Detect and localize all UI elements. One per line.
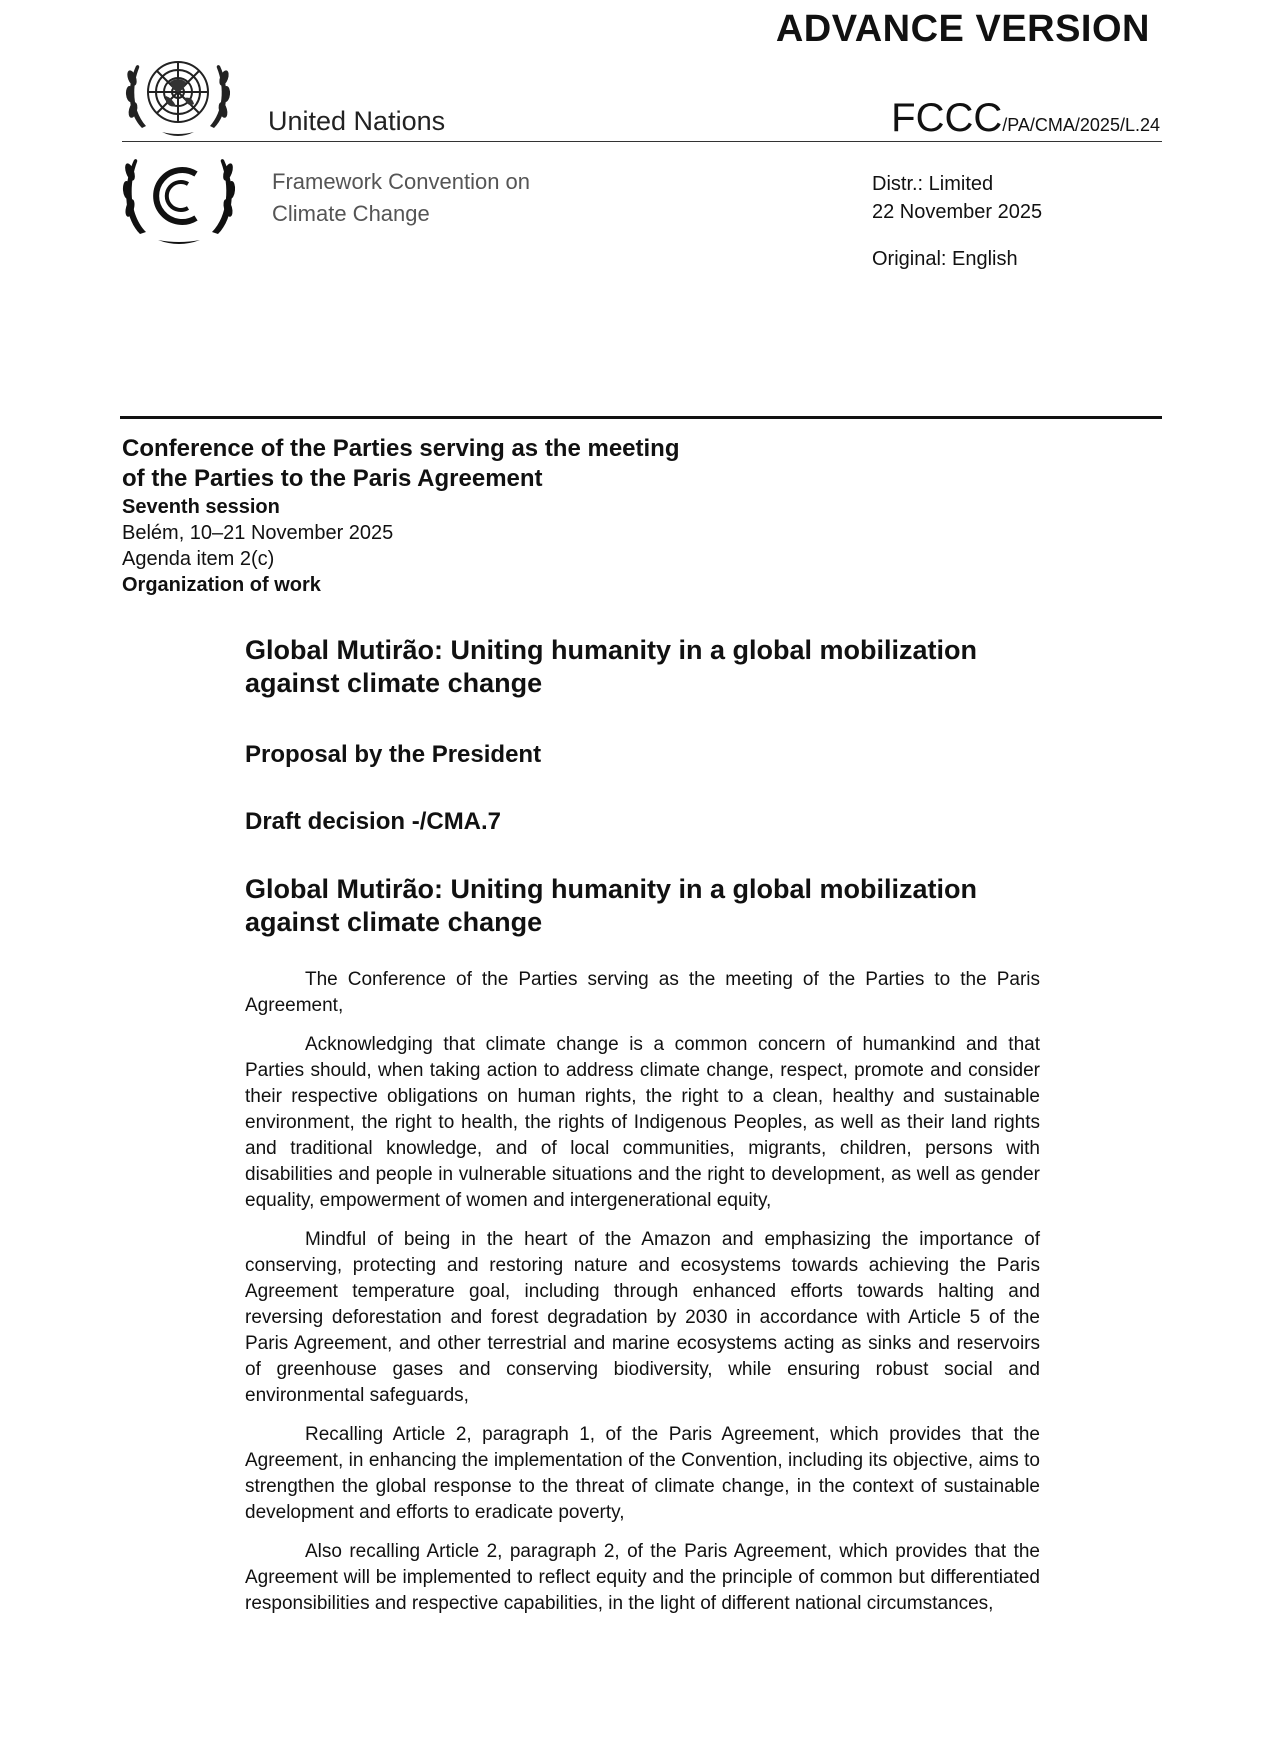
draft-decision-heading: Draft decision -/CMA.7 (245, 808, 502, 835)
document-title-line-2: against climate change (245, 668, 543, 698)
symbol-rest: /PA/CMA/2025/L.24 (1002, 115, 1160, 135)
agenda-item: Agenda item 2(c) (122, 548, 275, 570)
decision-title-line-1: Global Mutirão: Uniting humanity in a global mobilization (245, 874, 977, 904)
document-title (245, 634, 1065, 700)
paragraph-mindful: Mindful of being in the heart of the Amazon and emphasizing the importance of conserving, protecting and restoring nature and ecosystems towards achieving the Paris Agreement temperature goal, including through enhanced efforts towards halting and reversing deforestation and forest degradation by 2030 in accordance with Article 5 of the Paris Agreement, and other terrestrial and marine ecosystems acting as sinks and reservoirs of greenhouse gases and conserving biodiversity, while ensuring robust social and environmental safeguards, (245, 1229, 1040, 1406)
paragraph-recalling: Recalling Article 2, paragraph 1, of the Paris Agreement, which provides that the Agreement, in enhancing the implementation of the Convention, including its objective, aims to strengthen the global response to the threat of climate change, in the context of sustainable development and efforts to eradicate poverty, (245, 1424, 1040, 1523)
session-number: Seventh session (122, 496, 280, 518)
paragraph-preamble: The Conference of the Parties serving as the meeting of the Parties to the Paris Agreement, (245, 969, 1040, 1016)
symbol-main: FCCC (891, 96, 1003, 140)
original-language: Original: English (872, 248, 1018, 270)
session-block (122, 434, 680, 598)
un-emblem-icon (122, 48, 234, 140)
distribution: Distr.: Limited (872, 173, 994, 195)
unfccc-emblem-icon (120, 144, 238, 248)
body-title-line-2: of the Parties to the Paris Agreement (122, 465, 543, 492)
document-symbol (720, 96, 1160, 141)
document-date: 22 November 2025 (872, 201, 1043, 223)
convention-name (272, 166, 530, 230)
decision-body (245, 967, 1040, 1630)
header-bottom-rule (120, 416, 1162, 419)
advance-version-label: ADVANCE VERSION (775, 8, 1150, 50)
distribution-block (872, 170, 1042, 226)
decision-title-line-2: against climate change (245, 907, 543, 937)
organization-name: United Nations (268, 106, 446, 136)
agenda-title: Organization of work (122, 574, 321, 596)
paragraph-also-recalling: Also recalling Article 2, paragraph 2, of the Paris Agreement, which provides that the Agreement will be implemented to reflect equity and the principle of common but differentiated responsibilities and respective capabilities, in the light of different national circumstances, (245, 1541, 1040, 1614)
header-rule (122, 141, 1162, 142)
convention-line-1: Framework Convention on (272, 169, 531, 194)
session-place-dates: Belém, 10–21 November 2025 (122, 522, 394, 544)
decision-title (245, 873, 1065, 939)
body-title-line-1: Conference of the Parties serving as the meeting (122, 435, 680, 462)
proposal-heading: Proposal by the President (245, 741, 542, 768)
paragraph-acknowledging: Acknowledging that climate change is a common concern of humankind and that Parties should, when taking action to address climate change, respect, promote and consider their respective obligations on human rights, the right to a clean, healthy and sustainable environment, the right to health, the rights of Indigenous Peoples, as well as their land rights and traditional knowledge, and of local communities, migrants, children, persons with disabilities and people in vulnerable situations and the right to development, as well as gender equality, empowerment of women and intergenerational equity, (245, 1034, 1040, 1211)
document-title-line-1: Global Mutirão: Uniting humanity in a global mobilization (245, 635, 977, 665)
convention-line-2: Climate Change (272, 201, 430, 226)
